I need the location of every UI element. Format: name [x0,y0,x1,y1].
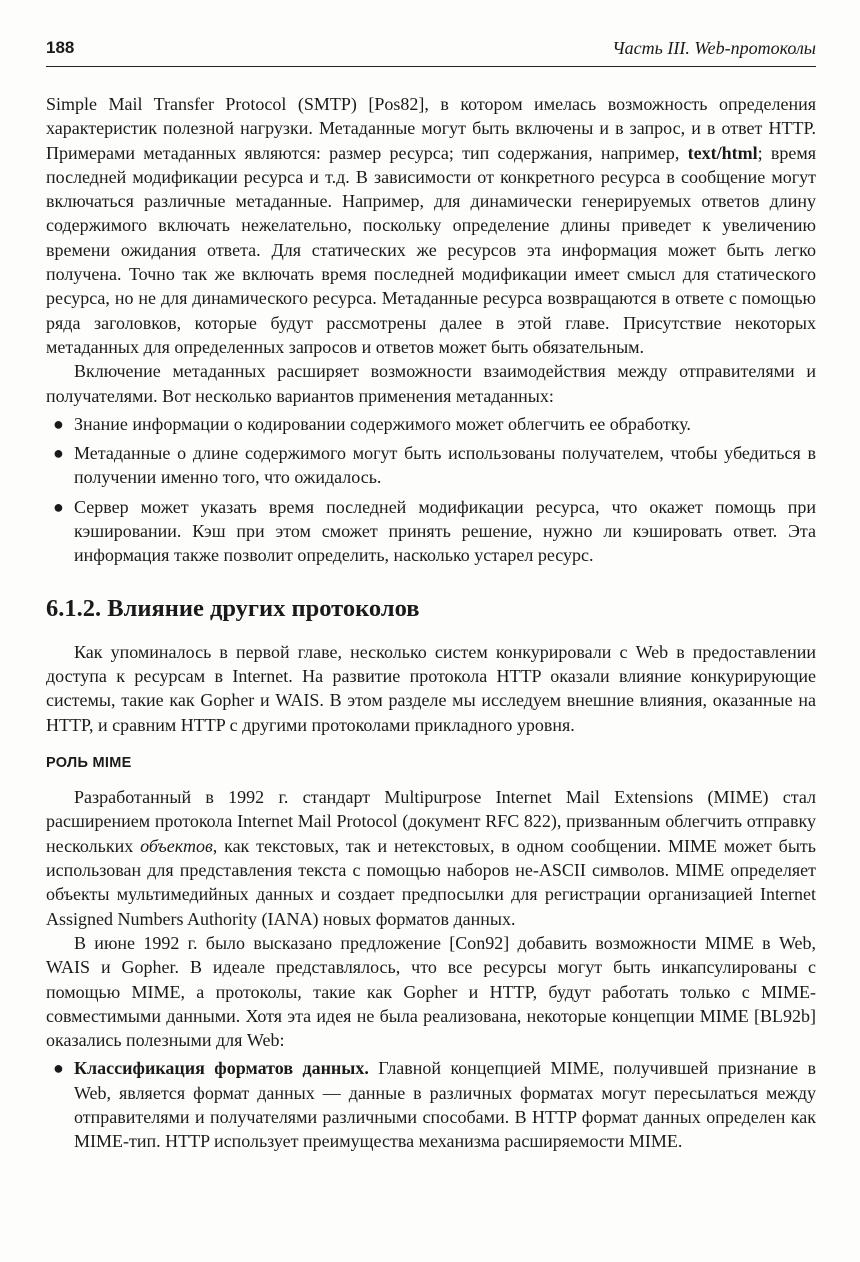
mime-paragraph-2: В июне 1992 г. было высказано предложение [Con92] добавить возможности MIME в Web, WAIS и Gopher. В идеале представлялось, что все ресурсы могут быть инкапсулированы с помощью MIME, а протоколы, такие как Gopher и HTTP, будут работать только с MIME-совместимыми данными. Хотя эта идея не была реализована, некоторые концепции MIME [BL92b] оказались полезными для Web: [46,932,816,1051]
section-heading: 6.1.2. Влияние других протоколов [46,594,420,622]
intro-paragraph-2: Включение метаданных расширяет возможности взаимодействия между отправителями и получателями. Вот несколько вариантов применения метаданных: [46,361,816,406]
bullet-icon: ● [53,413,64,434]
text-run: Разработанный в 1992 г. стандарт Multipurpose Internet Mail Extensions (MIME) стал расширением протокола Internet Mail Protocol (документ RFC 822), призванным облегчить отправку нескольких [46,787,816,856]
list-item [46,495,816,568]
mime-concepts-list [46,1056,816,1153]
text-run: Simple Mail Transfer Protocol (SMTP) [Pos82], в котором имелась возможность определения характеристик полезной нагрузки. Метаданные могут быть включены и в запрос, и в ответ HTTP. Примерами метаданных являются: размер ресурса; тип содержания, например, [46,94,816,163]
intro-paragraph-1 [46,92,816,359]
running-title: Часть III. Web-протоколы [612,38,816,58]
list-item [46,1056,816,1153]
bullet-icon: ● [53,1058,64,1079]
subsection-heading: РОЛЬ MIME [46,754,132,771]
list-item-text: Сервер может указать время последней модификации ресурса, что окажет помощь при кэшировании. Кэш при этом сможет принять решение, нужно ли кэшировать ответ. Эта информация также позволит определить, насколько устарел ресурс. [74,496,816,566]
list-item [46,441,816,490]
bullet-icon: ● [53,496,64,517]
list-item-text: Метаданные о длине содержимого могут быть использованы получателем, чтобы убедиться в получении именно того, что ожидалось. [74,443,816,488]
page-body [46,92,816,1159]
list-item [46,412,816,436]
emphasis-objects: объектов [140,835,213,856]
section-paragraph-1: Как упоминалось в первой главе, несколько систем конкурировали с Web в предоставлении доступа к ресурсам в Internet. На развитие протокола HTTP оказали влияние конкурирующие системы, такие как Gopher и WAIS. В этом разделе мы исследуем внешние влияния, оказанные на HTTP, и сравним HTTP с другими протоколами прикладного уровня. [46,641,816,735]
list-item-text: Знание информации о кодировании содержимого может облегчить ее обработку. [74,413,691,434]
page-number: 188 [46,38,75,57]
text-run: , как текстовых, так и нетекстовых, в одном сообщении. MIME может быть использован для представления текста с помощью наборов не-ASCII символов. MIME определяет объекты мультимедийных данных и создает предпосылки для регистрации организацией Internet Assigned Numbers Authority (IANA) новых форматов данных. [46,835,816,929]
code-term-text-html: text/html [687,142,758,163]
list-item-term: Классификация форматов данных. [74,1058,369,1079]
text-run: ; время последней модификации ресурса и т.д. В зависимости от конкретного ресурса в сообщение могут включаться различные метаданные. Например, для динамически генерируемых ответов длину содержимого включать нежелательно, поскольку определение длины приведет к увеличению времени ожидания ответа. Для статических же ресурсов эта информация может быть легко получена. Точно так же включать время последней модификации имеет смысл для статического ресурса, но не для динамического ресурса. Метаданные ресурса возвращаются в ответе с помощью ряда заголовков, которые будут рассмотрены далее в этой главе. Присутствие некоторых метаданных для определенных запросов и ответов может быть обязательным. [46,142,816,357]
metadata-uses-list [46,412,816,568]
bullet-icon: ● [53,443,64,464]
page-header [46,36,816,67]
mime-paragraph-1 [46,785,816,931]
list-item-text: Главной концепцией MIME, получившей признание в Web, является формат данных — данные в различных форматах могут пересылаться между отправителями и получателями различными способами. В HTTP формат данных определен как MIME-тип. HTTP использует преимущества механизма расширяемости MIME. [74,1058,816,1152]
